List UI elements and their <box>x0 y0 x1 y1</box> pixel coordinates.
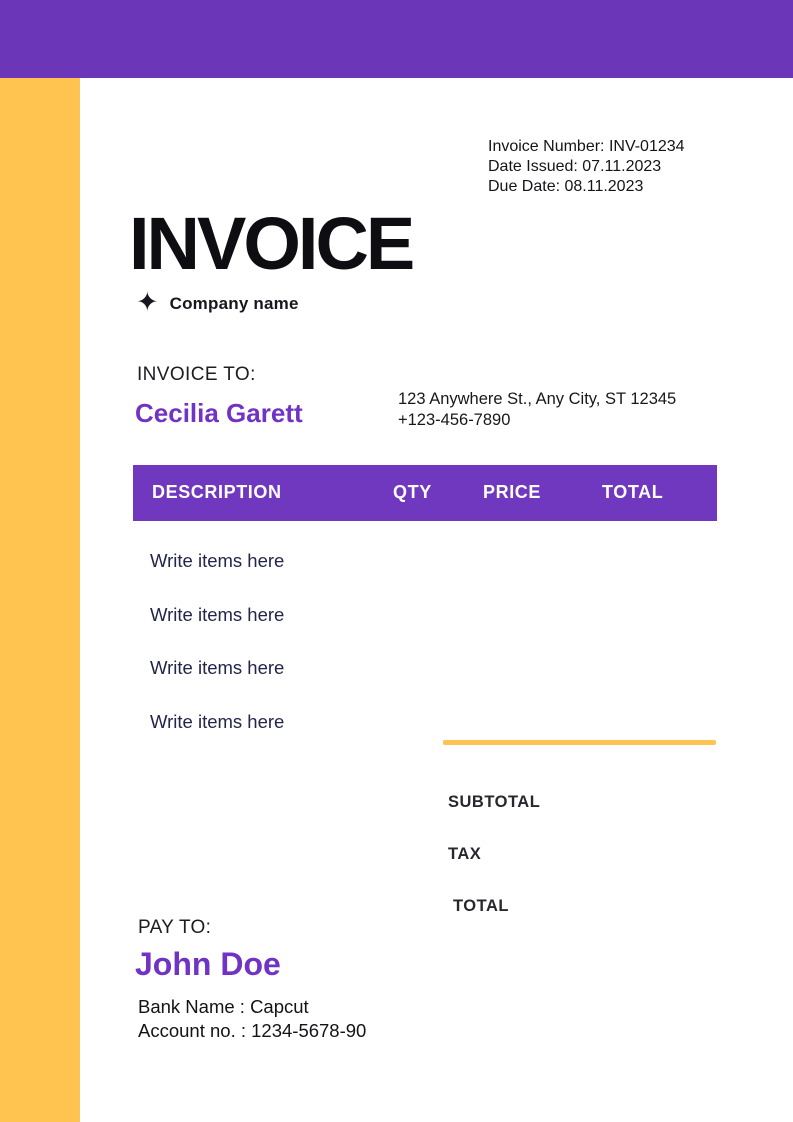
total-label: TOTAL <box>453 897 509 915</box>
invoice-to-label: INVOICE TO: <box>137 364 256 385</box>
column-header-total: TOTAL <box>602 482 664 502</box>
client-contact-block <box>398 389 676 431</box>
due-date-line: Due Date: 08.11.2023 <box>488 178 644 195</box>
totals-divider-line <box>443 740 716 745</box>
client-name: Cecilia Garett <box>135 398 303 428</box>
table-row: Write items here <box>150 657 285 678</box>
invoice-number-line: Invoice Number: INV-01234 <box>488 138 685 155</box>
page-title: INVOICE <box>129 202 413 285</box>
subtotal-label: SUBTOTAL <box>448 793 541 811</box>
client-phone: +123-456-7890 <box>398 411 511 429</box>
client-address: 123 Anywhere St., Any City, ST 12345 <box>398 390 677 408</box>
items-table-header <box>133 465 717 521</box>
invoice-meta-block <box>488 137 685 197</box>
company-name: Company name <box>169 293 299 313</box>
column-header-description: DESCRIPTION <box>152 482 282 502</box>
bank-name-line: Bank Name : Capcut <box>138 996 309 1017</box>
column-header-qty: QTY <box>393 482 432 502</box>
table-row: Write items here <box>150 603 285 625</box>
table-row: Write items here <box>150 710 285 732</box>
left-accent-stripe <box>0 78 80 1122</box>
top-banner <box>0 0 793 78</box>
date-issued-line: Date Issued: 07.11.2023 <box>488 158 662 175</box>
table-row: Write items here <box>150 550 285 571</box>
pay-to-label: PAY TO: <box>138 917 212 938</box>
tax-label: TAX <box>448 845 482 863</box>
sparkle-icon: ✦ <box>136 287 159 317</box>
account-number-line: Account no. : 1234-5678-90 <box>138 1020 367 1041</box>
company-row <box>136 287 299 317</box>
payee-name: John Doe <box>135 946 281 982</box>
column-header-price: PRICE <box>483 482 542 502</box>
items-table-body <box>150 550 284 764</box>
bank-details-block <box>138 995 366 1043</box>
